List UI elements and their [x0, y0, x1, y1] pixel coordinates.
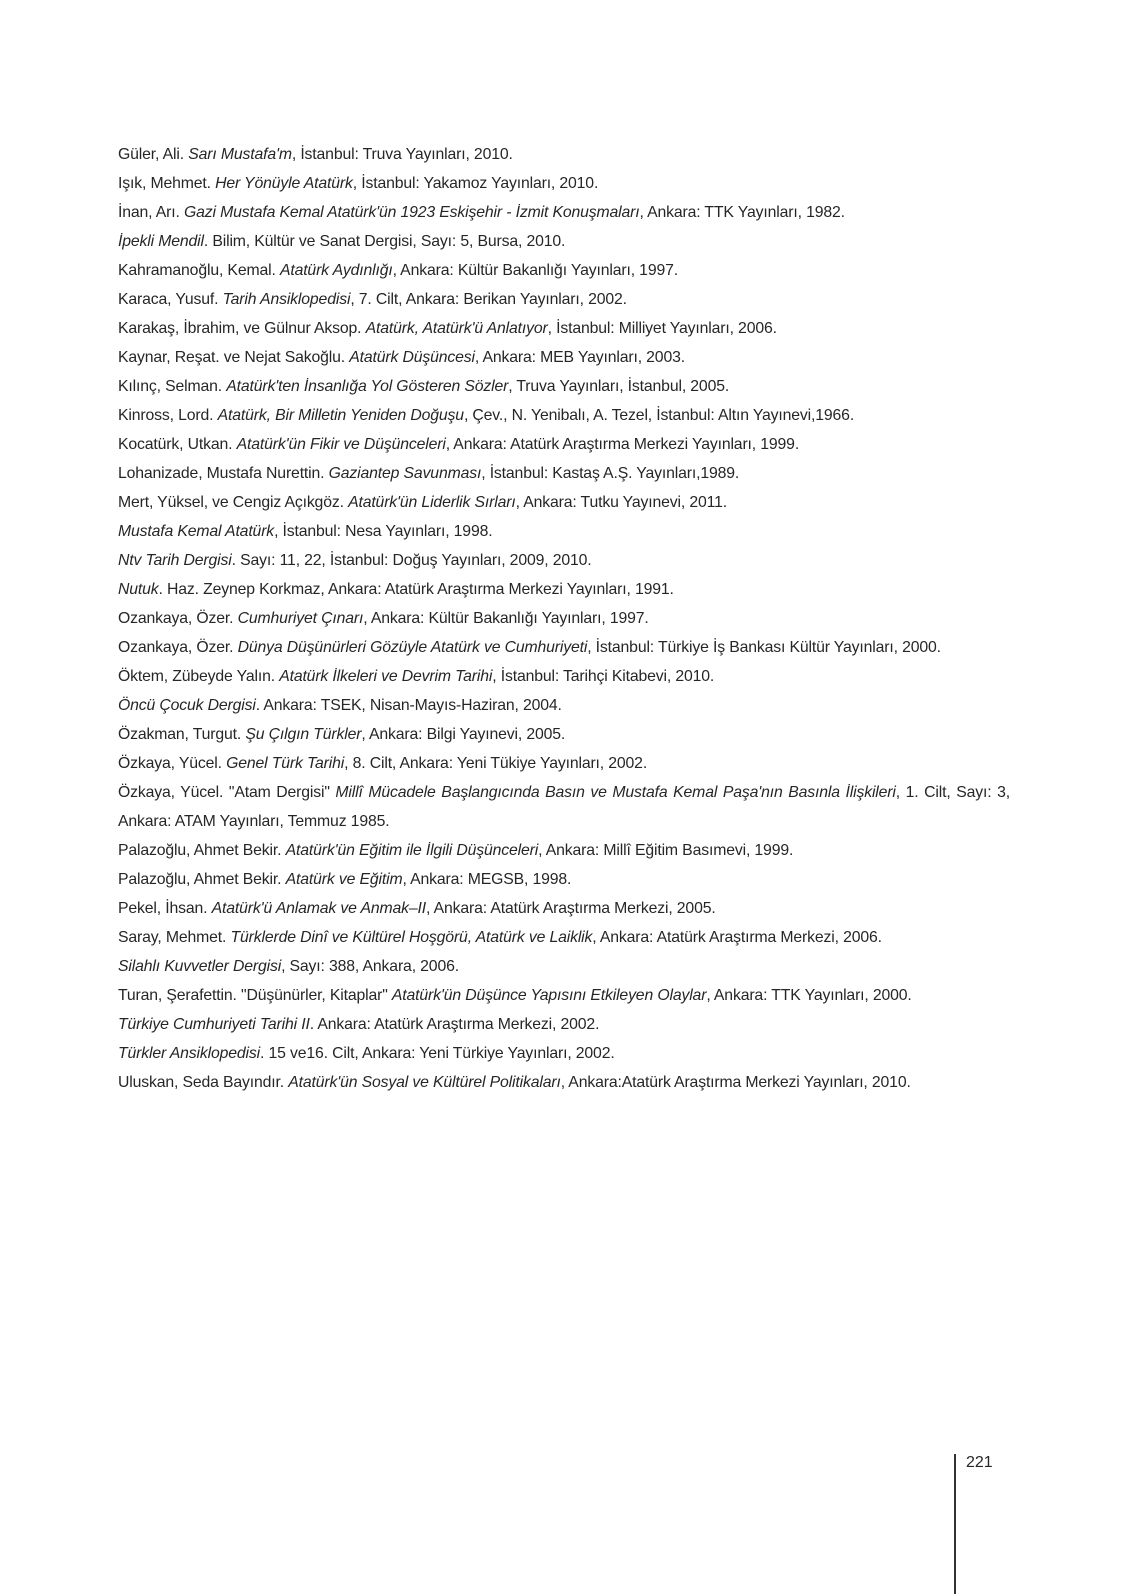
bibliography-entry: [118, 749, 1010, 778]
entry-publication: . Sayı: 11, 22, İstanbul: Doğuş Yayınları, 2009, 2010.: [231, 552, 592, 569]
entry-author: Palazoğlu, Ahmet Bekir.: [118, 842, 286, 859]
bibliography-entry: [118, 343, 1010, 372]
entry-title: Türklerde Dinî ve Kültürel Hoşgörü, Atatürk ve Laiklik: [230, 929, 593, 946]
entry-title: Dünya Düşünürleri Gözüyle Atatürk ve Cumhuriyeti: [237, 639, 588, 656]
entry-publication: , İstanbul: Nesa Yayınları, 1998.: [274, 523, 493, 540]
bibliography-entry: [118, 517, 1010, 546]
entry-title: Şu Çılgın Türkler: [245, 726, 362, 743]
bibliography-entry: [118, 633, 1010, 662]
entry-author: Kinross, Lord.: [118, 407, 218, 424]
entry-publication: . Haz. Zeynep Korkmaz, Ankara: Atatürk Araştırma Merkezi Yayınları, 1991.: [158, 581, 674, 598]
entry-title: Türkler Ansiklopedisi: [118, 1045, 260, 1062]
entry-publication: , Ankara: Kültür Bakanlığı Yayınları, 1997.: [363, 610, 649, 627]
entry-title: Türkiye Cumhuriyeti Tarihi II: [118, 1016, 310, 1033]
entry-title: Mustafa Kemal Atatürk: [118, 523, 275, 540]
entry-author: Öktem, Zübeyde Yalın.: [118, 668, 280, 685]
entry-author: Kaynar, Reşat. ve Nejat Sakoğlu.: [118, 349, 350, 366]
entry-title: İpekli Mendil: [118, 233, 204, 250]
entry-publication: , Çev., N. Yenibalı, A. Tezel, İstanbul: Altın Yayınevi,1966.: [463, 407, 855, 424]
entry-title: Atatürk'ün Liderlik Sırları: [348, 494, 516, 511]
entry-publication: , Ankara: TTK Yayınları, 2000.: [706, 987, 912, 1004]
entry-publication: . Bilim, Kültür ve Sanat Dergisi, Sayı: 5, Bursa, 2010.: [203, 233, 566, 250]
bibliography-entry: [118, 778, 1010, 836]
entry-title: Millî Mücadele Başlangıcında Basın ve Mustafa Kemal Paşa'nın Basınla İlişkileri: [335, 784, 896, 801]
entry-title: Atatürk Düşüncesi: [349, 349, 475, 366]
entry-title: Atatürk, Atatürk'ü Anlatıyor: [365, 320, 548, 337]
entry-publication: , Ankara: Atatürk Araştırma Merkezi Yayınları, 1999.: [445, 436, 800, 453]
bibliography-entry: [118, 285, 1010, 314]
entry-publication: , İstanbul: Tarihçi Kitabevi, 2010.: [492, 668, 715, 685]
entry-title: Atatürk'ün Düşünce Yapısını Etkileyen Olaylar: [391, 987, 707, 1004]
entry-publication: . 15 ve16. Cilt, Ankara: Yeni Türkiye Yayınları, 2002.: [260, 1045, 615, 1062]
bibliography-entry: [118, 720, 1010, 749]
entry-publication: , Ankara:Atatürk Araştırma Merkezi Yayınları, 2010.: [560, 1074, 911, 1091]
entry-publication: . Ankara: Atatürk Araştırma Merkezi, 2002.: [309, 1016, 600, 1033]
entry-title: Atatürk'ün Fikir ve Düşünceleri: [236, 436, 446, 453]
bibliography-entry: [118, 314, 1010, 343]
bibliography-entry: [118, 256, 1010, 285]
entry-publication: , İstanbul: Truva Yayınları, 2010.: [291, 146, 513, 163]
entry-publication: , İstanbul: Kastaş A.Ş. Yayınları,1989.: [481, 465, 740, 482]
bibliography-entry: [118, 691, 1010, 720]
bibliography-entry: [118, 575, 1010, 604]
bibliography-entry: [118, 1039, 1010, 1068]
entry-author: Karakaş, İbrahim, ve Gülnur Aksop.: [118, 320, 366, 337]
entry-publication: , 7. Cilt, Ankara: Berikan Yayınları, 2002.: [350, 291, 627, 308]
entry-publication: , 1. Cilt, Sayı: 3, Ankara: ATAM Yayınları, Temmuz 1985.: [118, 784, 1010, 830]
page-number-rule: [954, 1454, 956, 1594]
entry-title: Atatürk'ün Sosyal ve Kültürel Politikaları: [288, 1074, 561, 1091]
entry-author: Özkaya, Yücel.: [118, 755, 227, 772]
entry-author: Özkaya, Yücel. "Atam Dergisi": [118, 784, 336, 801]
entry-title: Atatürk Aydınlığı: [279, 262, 393, 279]
entry-publication: , İstanbul: Milliyet Yayınları, 2006.: [547, 320, 777, 337]
page-number: 221: [966, 1454, 993, 1471]
bibliography-entry: [118, 865, 1010, 894]
entry-title: Öncü Çocuk Dergisi: [118, 697, 256, 714]
entry-title: Silahlı Kuvvetler Dergisi: [118, 958, 282, 975]
entry-publication: , Ankara: Atatürk Araştırma Merkezi, 2005.: [426, 900, 716, 917]
bibliography-entry: [118, 662, 1010, 691]
entry-author: Lohanizade, Mustafa Nurettin.: [118, 465, 329, 482]
entry-title: Atatürk'ün Eğitim ile İlgili Düşünceleri: [285, 842, 539, 859]
entry-title: Genel Türk Tarihi: [226, 755, 345, 772]
entry-author: Ozankaya, Özer.: [118, 610, 238, 627]
entry-title: Ntv Tarih Dergisi: [118, 552, 232, 569]
bibliography-entry: [118, 227, 1010, 256]
entry-author: Özakman, Turgut.: [118, 726, 246, 743]
entry-author: Turan, Şerafettin. "Düşünürler, Kitaplar": [118, 987, 392, 1004]
bibliography-entry: [118, 140, 1010, 169]
entry-publication: , İstanbul: Türkiye İş Bankası Kültür Yayınları, 2000.: [587, 639, 941, 656]
bibliography-entry: [118, 836, 1010, 865]
entry-publication: . Ankara: TSEK, Nisan-Mayıs-Haziran, 2004.: [255, 697, 562, 714]
entry-author: Pekel, İhsan.: [118, 900, 212, 917]
entry-publication: , Ankara: Bilgi Yayınevi, 2005.: [361, 726, 566, 743]
entry-title: Gaziantep Savunması: [328, 465, 482, 482]
entry-title: Sarı Mustafa'm: [188, 146, 292, 163]
entry-title: Cumhuriyet Çınarı: [237, 610, 364, 627]
entry-publication: , Truva Yayınları, İstanbul, 2005.: [508, 378, 730, 395]
entry-title: Atatürk ve Eğitim: [285, 871, 403, 888]
bibliography-list: [118, 140, 1010, 1097]
entry-author: Kocatürk, Utkan.: [118, 436, 237, 453]
entry-author: Saray, Mehmet.: [118, 929, 231, 946]
bibliography-entry: [118, 981, 1010, 1010]
entry-author: İnan, Arı.: [118, 204, 184, 221]
bibliography-entry: [118, 546, 1010, 575]
entry-title: Atatürk İlkeleri ve Devrim Tarihi: [279, 668, 493, 685]
entry-author: Işık, Mehmet.: [118, 175, 216, 192]
bibliography-entry: [118, 459, 1010, 488]
entry-author: Palazoğlu, Ahmet Bekir.: [118, 871, 286, 888]
entry-publication: , Ankara: Millî Eğitim Basımevi, 1999.: [538, 842, 794, 859]
entry-title: Nutuk: [118, 581, 159, 598]
bibliography-entry: [118, 604, 1010, 633]
bibliography-entry: [118, 372, 1010, 401]
bibliography-entry: [118, 488, 1010, 517]
entry-author: Kahramanoğlu, Kemal.: [118, 262, 280, 279]
entry-publication: , 8. Cilt, Ankara: Yeni Tükiye Yayınları, 2002.: [344, 755, 648, 772]
entry-author: Kılınç, Selman.: [118, 378, 227, 395]
bibliography-entry: [118, 952, 1010, 981]
entry-publication: , Ankara: MEGSB, 1998.: [402, 871, 572, 888]
entry-author: Güler, Ali.: [118, 146, 189, 163]
entry-author: Karaca, Yusuf.: [118, 291, 223, 308]
entry-title: Her Yönüyle Atatürk: [215, 175, 353, 192]
bibliography-entry: [118, 198, 1010, 227]
entry-title: Tarih Ansiklopedisi: [222, 291, 351, 308]
entry-title: Atatürk'ü Anlamak ve Anmak–II: [211, 900, 426, 917]
entry-title: Atatürk'ten İnsanlığa Yol Gösteren Sözler: [226, 378, 509, 395]
entry-title: Gazi Mustafa Kemal Atatürk'ün 1923 Eskişehir - İzmit Konuşmaları: [183, 204, 640, 221]
entry-title: Atatürk, Bir Milletin Yeniden Doğuşu: [217, 407, 464, 424]
bibliography-entry: [118, 169, 1010, 198]
bibliography-entry: [118, 894, 1010, 923]
bibliography-entry: [118, 401, 1010, 430]
entry-author: Ozankaya, Özer.: [118, 639, 238, 656]
entry-author: Mert, Yüksel, ve Cengiz Açıkgöz.: [118, 494, 349, 511]
entry-author: Uluskan, Seda Bayındır.: [118, 1074, 289, 1091]
entry-publication: , Ankara: Atatürk Araştırma Merkezi, 2006.: [592, 929, 882, 946]
entry-publication: , Ankara: Tutku Yayınevi, 2011.: [515, 494, 727, 511]
entry-publication: , Ankara: MEB Yayınları, 2003.: [474, 349, 685, 366]
bibliography-entry: [118, 923, 1010, 952]
bibliography-entry: [118, 430, 1010, 459]
entry-publication: , Sayı: 388, Ankara, 2006.: [281, 958, 459, 975]
entry-publication: , Ankara: Kültür Bakanlığı Yayınları, 1997.: [392, 262, 678, 279]
bibliography-entry: [118, 1010, 1010, 1039]
bibliography-entry: [118, 1068, 1010, 1097]
entry-publication: , Ankara: TTK Yayınları, 1982.: [639, 204, 845, 221]
entry-publication: , İstanbul: Yakamoz Yayınları, 2010.: [352, 175, 599, 192]
